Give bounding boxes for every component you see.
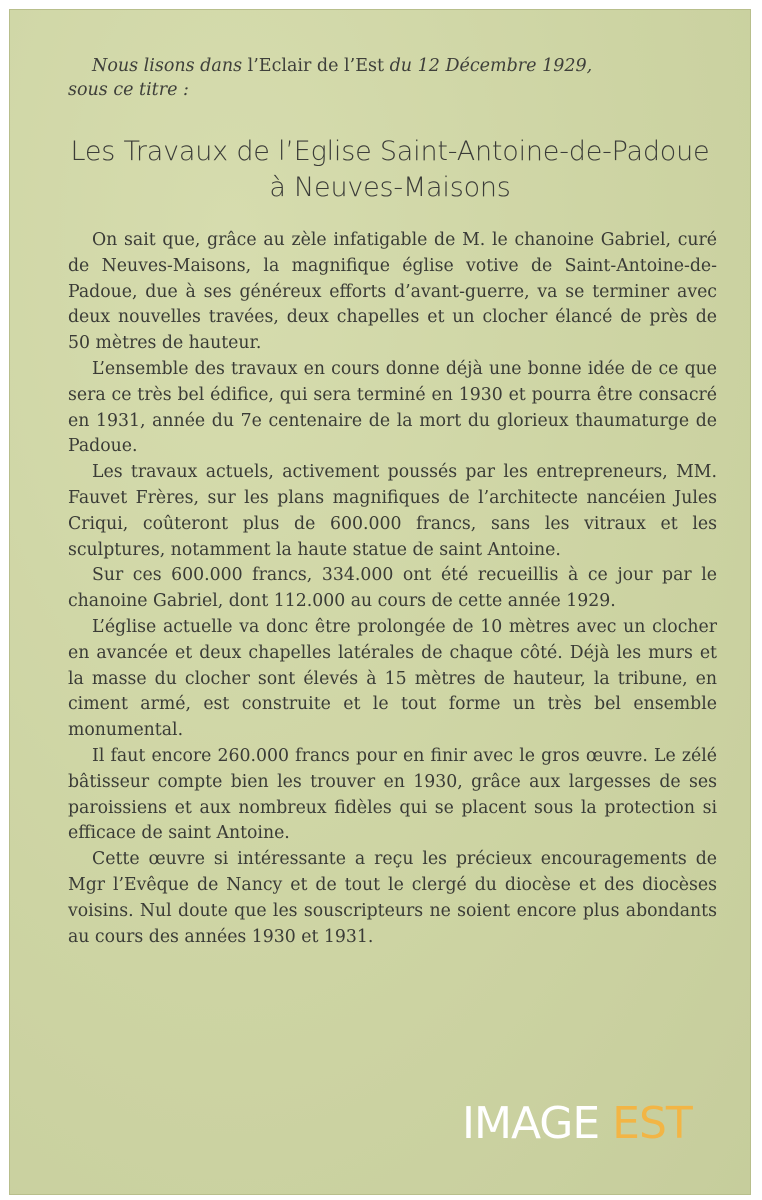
paragraph: On sait que, grâce au zèle infatigable de M. le chanoine Gabriel, curé de Neuves-Maisons, la magnifique église votive de Saint-Antoine-de-Padoue, due à ses généreux efforts d’avant-guerre, va se terminer avec deux nouvelles travées, deux chapelles et un clocher élancé de près de 50 mètres de hauteur.	[68, 230, 717, 354]
paragraph: Sur ces 600.000 francs, 334.000 ont été recueillis à ce jour par le chanoine Gabriel, dont 112.000 au cours de cette année 1929.	[68, 565, 717, 612]
title-line-2: à Neuves-Maisons	[269, 172, 511, 203]
intro-text	[68, 54, 728, 102]
intro-line-2: sous ce titre :	[68, 80, 189, 100]
image-est-watermark	[462, 1098, 692, 1150]
watermark-image: IMAGE	[462, 1098, 613, 1149]
paragraph: L’ensemble des travaux en cours donne déjà une bonne idée de ce que sera ce très bel édifice, qui sera terminé en 1930 et pourra être consacré en 1931, année du 7e centenaire de la mort du glorieux thaumaturge de Padoue.	[68, 358, 717, 457]
watermark-est: EST	[612, 1098, 692, 1149]
intro-part-1: Nous lisons dans	[92, 56, 248, 76]
paragraph: L’église actuelle va donc être prolongée de 10 mètres avec un clocher en avancée et deux chapelles latérales de chaque côté. Déjà les murs et la masse du clocher sont élevés à 15 mètres de hauteur, la tribune, en ciment armé, est construite et le tout forme un très bel ensemble monumental.	[68, 616, 717, 741]
article-body	[68, 228, 717, 950]
paragraph: Cette œuvre si intéressante a reçu les précieux encouragements de Mgr l’Evêque de Nancy et de tout le clergé du diocèse et des diocèses voisins. Nul doute que les souscripteurs ne soient encore plus abondants au cours des années 1930 et 1931.	[68, 849, 717, 947]
title-line-1: Les Travaux de l’Eglise Saint-Antoine-de-Padoue	[70, 136, 710, 167]
paragraph: Les travaux actuels, activement poussés par les entrepreneurs, MM. Fauvet Frères, sur les plans magnifiques de l’architecte nancéien Jules Criqui, coûteront plus de 600.000 francs, sans les vitraux et les sculptures, notamment la haute statue de saint Antoine.	[68, 462, 717, 560]
newspaper-name: l’Eclair de l’Est	[247, 56, 385, 76]
intro-date: du 12 Décembre 1929,	[384, 56, 593, 76]
article-title	[40, 134, 740, 206]
paragraph: Il faut encore 260.000 francs pour en finir avec le gros œuvre. Le zélé bâtisseur compte bien les trouver en 1930, grâce aux largesses de ses paroissiens et aux nombreux fidèles qui se placent sous la protection si efficace de saint Antoine.	[68, 745, 717, 844]
intro-line-1	[68, 54, 728, 78]
